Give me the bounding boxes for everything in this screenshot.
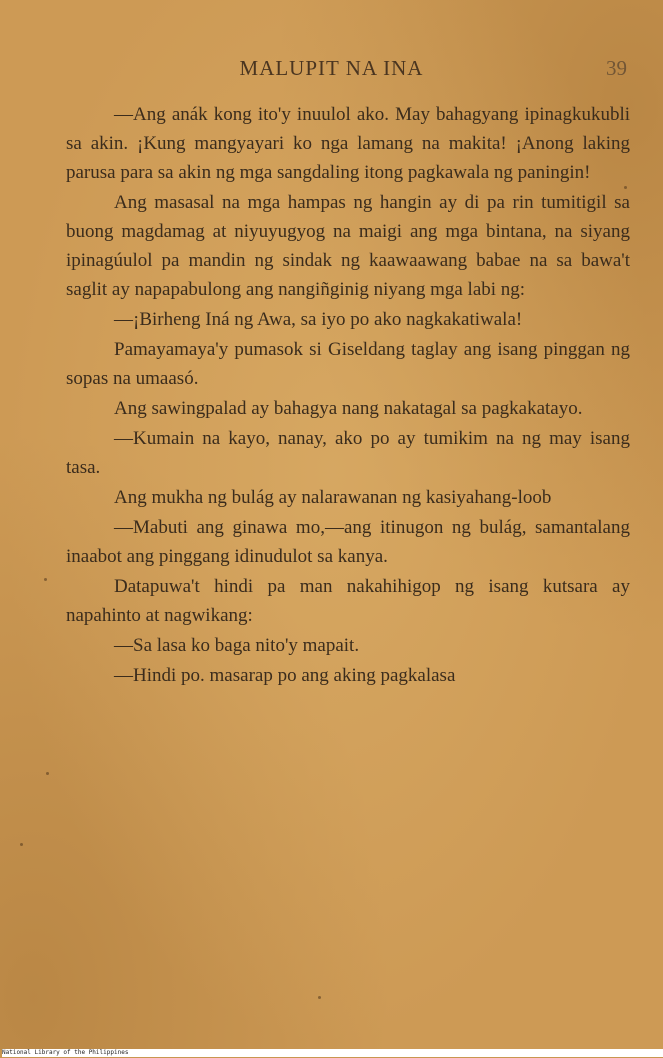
page-header [0,56,663,84]
paragraph: Ang mukha ng bulág ay nalarawanan ng kasiyahang-loob [114,487,552,508]
paragraph: Datapuwa't hindi pa man nakahihigop ng isang kutsara ay napahinto at nagwikang: [66,576,630,626]
paragraph: Pamayamaya'y pumasok si Giseldang taglay ang isang pinggan ng sopas na umaasó. [66,339,630,389]
paper-speck [20,843,23,846]
page-number: 39 [606,56,627,80]
paragraph: Ang masasal na mga hampas ng hangin ay di pa rin tumitigil sa buong magdamag at niyuyugyog na maigi ang mga bintana, na siyang ipinagúulol pa mandin ng sindak ng kaawaawang babae na sa bawa't saglit ay napapabulong ang nangiñginig niyang mga labi ng: [66,192,630,300]
paragraph: —Kumain na kayo, nanay, ako po ay tumikim na ng may isang tasa. [66,428,630,478]
paragraph: —¡Birheng Iná ng Awa, sa iyo po ako nagkakatiwala! [114,309,523,330]
paragraph: —Ang anák kong ito'y inuulol ako. May bahagyang ipinagkukubli sa akin. ¡Kung mangyayari ko nga lamang na makita! ¡Anong laking parusa para sa akin ng mga sangdaling itong pagkawala ng paningin! [66,104,630,183]
paragraph: Ang sawingpalad ay bahagya nang nakatagal sa pagkakatayo. [114,398,583,419]
library-credit: National Library of the Philippines [2,1049,663,1057]
body-text [66,100,630,691]
paragraph: —Hindi po. masarap po ang aking pagkalasa [114,665,456,686]
paragraph: —Sa lasa ko baga nito'y mapait. [114,635,360,656]
paper-speck [44,578,47,581]
paper-speck [46,772,49,775]
paper-speck [624,186,627,189]
paper-speck [318,996,321,999]
running-title: MALUPIT NA INA [239,56,424,80]
paragraph: —Mabuti ang ginawa mo,—ang itinugon ng bulág, samantalang inaabot ang pinggang idinudulot sa kanya. [66,517,630,567]
